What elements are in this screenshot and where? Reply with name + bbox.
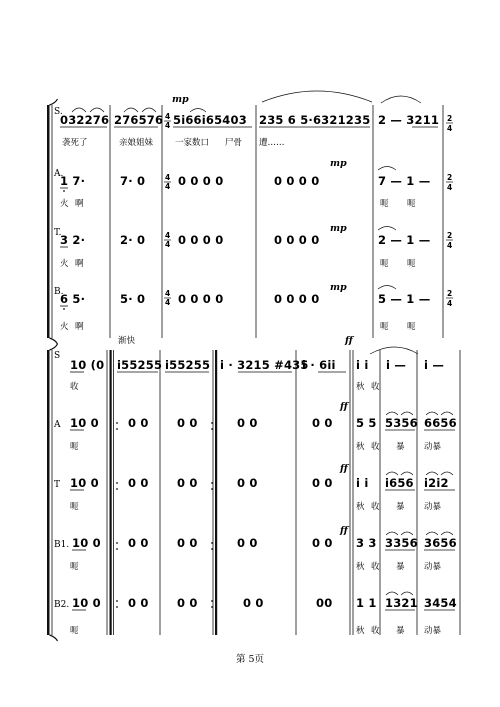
measure-notes: i — [386, 358, 407, 372]
lyric: 呃 [70, 502, 79, 512]
measure-notes: i — [424, 358, 445, 372]
measure-notes: 276576 [114, 113, 164, 127]
lyric: 呃 [380, 199, 389, 209]
measure-notes: 0 0 0 0 [274, 174, 320, 188]
measure-notes: 0 0 [128, 536, 149, 550]
lyric: 收 [371, 442, 380, 452]
lyric: 收 [371, 382, 380, 392]
measure-notes: 1321 [385, 596, 418, 610]
svg-text:4: 4 [165, 182, 171, 191]
voice-label: S. [54, 107, 63, 117]
lyric: 尸骨 [225, 138, 243, 148]
measure-notes: 10 0 [72, 536, 101, 550]
lyric: 暴 [396, 626, 405, 636]
measure-notes: 0 0 [128, 416, 149, 430]
measure-notes: i2i2 [424, 476, 449, 490]
measure-notes: 2 — 1 — [378, 233, 431, 247]
measure-notes: 3 3 [356, 536, 377, 550]
measure-notes: i55255 [117, 358, 163, 372]
lyric: 火 [60, 199, 69, 209]
measure-notes: 5 5 [356, 416, 377, 430]
repeat-barline [110, 350, 112, 635]
measure-notes: i656 [385, 476, 414, 490]
measure-notes: 6656 [424, 416, 457, 430]
lyric: 呃 [70, 626, 79, 636]
lyric: 呃 [380, 259, 389, 269]
svg-text:2: 2 [447, 289, 453, 298]
svg-text:2: 2 [447, 173, 453, 182]
measure-notes: 0 0 [312, 476, 333, 490]
lyric: 收 [70, 382, 79, 392]
svg-text:2: 2 [447, 231, 453, 240]
measure-notes: 0 0 [237, 476, 258, 490]
voice-label: A [54, 420, 61, 430]
measure-notes: 10 0 [72, 596, 101, 610]
lyric: 动暴 [424, 562, 442, 572]
measure-notes: 5356 [385, 416, 418, 430]
svg-text:4: 4 [165, 112, 171, 121]
lyric: 动暴 [424, 626, 442, 636]
dynamic-mp: mp [330, 223, 347, 234]
dynamic-ff: ff [340, 463, 348, 474]
measure-notes: 0 0 0 0 [178, 233, 224, 247]
measure-notes: 0 0 [237, 536, 258, 550]
measure-notes: 5· 0 [120, 292, 146, 306]
measure-notes: 5i66i65403 [173, 113, 247, 127]
svg-text:4: 4 [447, 183, 453, 192]
dynamic-ff: ff [345, 335, 353, 346]
svg-text:4: 4 [165, 289, 171, 298]
measure-notes: 3356 [385, 536, 418, 550]
voice-label: T [54, 480, 61, 490]
measure-notes: i · 3215 #435 [220, 358, 309, 372]
lyric: 呃 [380, 322, 389, 332]
dynamic-ff: ff [340, 525, 348, 536]
measure-notes: 2 — 3211 [378, 113, 440, 127]
svg-text:4: 4 [447, 124, 453, 133]
measure-notes: i · 6ii [302, 358, 336, 372]
measure-notes: 0 0 [177, 596, 198, 610]
measure-notes: 0 0 [312, 416, 333, 430]
lyric: 动暴 [424, 502, 442, 512]
lyric: 呃 [407, 322, 416, 332]
bracket-hook-top [50, 99, 58, 105]
voice-label: T. [54, 228, 62, 238]
lyric: 袭死了 [62, 138, 88, 148]
time-signature-4-4 [164, 112, 171, 307]
measure-notes: 1 1 [356, 596, 377, 610]
lyric: 亲娘姐妹 [119, 138, 154, 148]
measure-notes: 0 0 [177, 536, 198, 550]
dynamic-mp: mp [172, 94, 189, 105]
lyric: 呃 [407, 199, 416, 209]
measure-notes: 0 0 0 0 [178, 292, 224, 306]
lyric: 秋 [356, 626, 365, 636]
voice-label: A. [54, 169, 64, 179]
lyric: 暴 [396, 442, 405, 452]
part-soprano [54, 347, 444, 392]
measure-notes: 7 — 1 — [378, 174, 431, 188]
measure-notes: 7· 0 [120, 174, 146, 188]
part-tenor [54, 472, 455, 512]
lyric: 动暴 [424, 442, 442, 452]
part-soprano [54, 91, 439, 148]
svg-text:4: 4 [447, 241, 453, 250]
bracket-hook-bottom [50, 338, 58, 344]
measure-notes: i i [356, 358, 369, 372]
svg-text:4: 4 [165, 121, 171, 130]
measure-notes: 0 0 [177, 416, 198, 430]
dynamic-ff: ff [340, 401, 348, 412]
measure-notes: 0 0 [128, 476, 149, 490]
measure-notes: 5 — 1 — [378, 292, 431, 306]
lyric: 秋 [356, 442, 365, 452]
lyric: 一家数口 [175, 138, 210, 148]
system-1 [47, 91, 453, 344]
measure-notes: 0 0 [312, 536, 333, 550]
measure-notes: 0 0 [243, 596, 264, 610]
measure-notes: 0 0 0 0 [178, 174, 224, 188]
measure-notes: i55255 [165, 358, 211, 372]
measure-notes: 032276 [60, 113, 110, 127]
lyric: 啊 [75, 259, 84, 269]
part-bass [54, 286, 430, 333]
part-bass-1 [54, 532, 457, 572]
tempo-mark: 渐快 [118, 336, 136, 346]
svg-text:2: 2 [447, 114, 453, 123]
lyric: 火 [60, 259, 69, 269]
svg-text:4: 4 [447, 299, 453, 308]
part-tenor [54, 227, 430, 270]
measure-notes: 0 0 [128, 596, 149, 610]
lyric: 啊 [75, 322, 84, 332]
lyric: 呃 [407, 259, 416, 269]
lyric: 火 [60, 322, 69, 332]
time-signature-2-4 [446, 114, 453, 308]
measure-notes: 0 0 [177, 476, 198, 490]
lyric: 暴 [396, 502, 405, 512]
lyric: 秋 [356, 382, 365, 392]
lyric: 秋 [356, 562, 365, 572]
repeat-barline [215, 350, 217, 635]
measure-notes: 10 0 [70, 476, 99, 490]
lyric: 啊 [75, 199, 84, 209]
page-number: 第 5页 [235, 654, 265, 665]
lyric: 秋 [356, 502, 365, 512]
repeat-dots [116, 422, 213, 608]
dynamic-mp: mp [330, 158, 347, 169]
measure-notes: 0 0 0 0 [274, 292, 320, 306]
svg-text:4: 4 [165, 240, 171, 249]
measure-notes: 10 (0 [70, 358, 105, 372]
svg-text:4: 4 [165, 231, 171, 240]
lyric: 收 [371, 562, 380, 572]
lyric: 遭…… [259, 138, 285, 148]
measure-notes: 3656 [424, 536, 457, 550]
system-bracket [47, 350, 50, 635]
lyric: 呃 [70, 442, 79, 452]
voice-label: B. [54, 287, 64, 297]
voice-label: B2. [54, 600, 70, 610]
lyric: 呃 [70, 562, 79, 572]
measure-notes: 10 0 [70, 416, 99, 430]
measure-notes: 6 5· [60, 292, 86, 306]
voice-label: S [54, 351, 61, 361]
system-2 [47, 335, 460, 641]
measure-notes: 0 0 0 0 [274, 233, 320, 247]
measure-notes: 2· 0 [120, 233, 146, 247]
lyric: 收 [371, 626, 380, 636]
dynamic-mp: mp [330, 282, 347, 293]
voice-label: B1. [54, 540, 70, 550]
measure-notes: 00 [316, 596, 333, 610]
measure-notes: i i [356, 476, 369, 490]
measure-notes: 0 0 [237, 416, 258, 430]
measure-notes: 1 7· [60, 174, 86, 188]
lyric: 暴 [396, 562, 405, 572]
measure-notes: 235 6 5·6321235 [259, 113, 371, 127]
measure-notes: 3454 [424, 596, 457, 610]
svg-text:4: 4 [165, 298, 171, 307]
measure-notes: 3 2· [60, 233, 86, 247]
lyric: 收 [371, 502, 380, 512]
svg-text:4: 4 [165, 173, 171, 182]
part-bass-2 [54, 592, 457, 636]
system-bracket [47, 105, 50, 338]
